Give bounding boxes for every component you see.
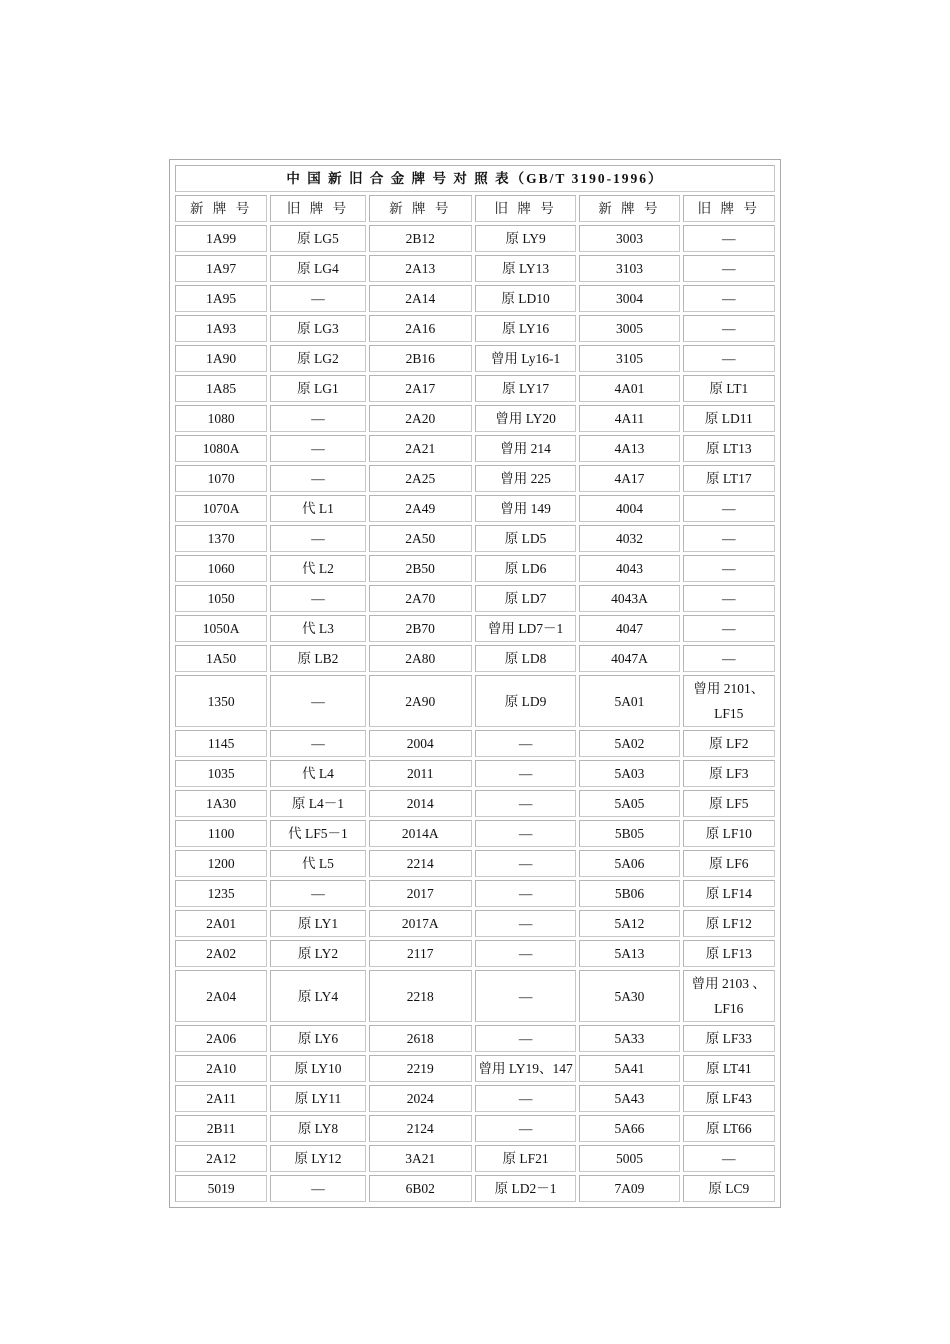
table-cell: — xyxy=(475,730,576,757)
table-row xyxy=(175,820,775,847)
table-cell: 原 LY9 xyxy=(475,225,576,252)
table-cell: 4043 xyxy=(579,555,679,582)
table-cell: 曾用 2101、LF15 xyxy=(683,675,775,727)
table-cell: — xyxy=(475,1085,576,1112)
table-cell: 曾用 LY20 xyxy=(475,405,576,432)
table-cell: 1080A xyxy=(175,435,267,462)
table-cell: 曾用 214 xyxy=(475,435,576,462)
table-row xyxy=(175,1145,775,1172)
table-cell: 2B11 xyxy=(175,1115,267,1142)
table-cell: 4A13 xyxy=(579,435,679,462)
table-cell: 4A01 xyxy=(579,375,679,402)
table-cell: 1A30 xyxy=(175,790,267,817)
table-row xyxy=(175,910,775,937)
table-row xyxy=(175,1175,775,1202)
table-cell: 2017 xyxy=(369,880,472,907)
table-cell: 2117 xyxy=(369,940,472,967)
table-cell: 曾用 Ly16-1 xyxy=(475,345,576,372)
table-cell: 4004 xyxy=(579,495,679,522)
table-cell: 1145 xyxy=(175,730,267,757)
table-cell: 2214 xyxy=(369,850,472,877)
table-cell: — xyxy=(475,970,576,1022)
table-cell: 原 LF33 xyxy=(683,1025,775,1052)
table-cell: 3004 xyxy=(579,285,679,312)
alloy-comparison-table xyxy=(172,162,778,1205)
table-cell: 原 LY13 xyxy=(475,255,576,282)
table-cell: 2A02 xyxy=(175,940,267,967)
table-cell: 原 LF5 xyxy=(683,790,775,817)
table-cell: 原 LT41 xyxy=(683,1055,775,1082)
table-cell: 1A97 xyxy=(175,255,267,282)
table-cell: — xyxy=(270,675,365,727)
table-row xyxy=(175,555,775,582)
table-cell: — xyxy=(683,225,775,252)
table-cell: — xyxy=(270,585,365,612)
table-cell: 2B12 xyxy=(369,225,472,252)
table-cell: 5A43 xyxy=(579,1085,679,1112)
header-cell: 新 牌 号 xyxy=(369,195,472,222)
table-cell: 原 LG1 xyxy=(270,375,365,402)
table-cell: 原 LD11 xyxy=(683,405,775,432)
table-cell: 代 LF5－1 xyxy=(270,820,365,847)
table-cell: 原 LF12 xyxy=(683,910,775,937)
table-cell: — xyxy=(475,1025,576,1052)
table-cell: 4043A xyxy=(579,585,679,612)
table-cell: 原 L4－1 xyxy=(270,790,365,817)
table-cell: 2A13 xyxy=(369,255,472,282)
table-title: 中 国 新 旧 合 金 牌 号 对 照 表（GB/T 3190-1996） xyxy=(175,165,775,192)
table-cell: 1370 xyxy=(175,525,267,552)
table-cell: 2124 xyxy=(369,1115,472,1142)
table-cell: — xyxy=(683,315,775,342)
table-cell: 5A02 xyxy=(579,730,679,757)
table-cell: 1235 xyxy=(175,880,267,907)
table-cell: 1035 xyxy=(175,760,267,787)
table-cell: 1080 xyxy=(175,405,267,432)
table-cell: 原 LG4 xyxy=(270,255,365,282)
table-row xyxy=(175,730,775,757)
table-cell: 4047 xyxy=(579,615,679,642)
table-cell: — xyxy=(270,405,365,432)
table-cell: 2024 xyxy=(369,1085,472,1112)
table-cell: 原 LD10 xyxy=(475,285,576,312)
table-row xyxy=(175,850,775,877)
table-cell: 1100 xyxy=(175,820,267,847)
table-cell: — xyxy=(270,1175,365,1202)
table-cell: 5A01 xyxy=(579,675,679,727)
table-cell: 曾用 LD7－1 xyxy=(475,615,576,642)
table-cell: 2618 xyxy=(369,1025,472,1052)
table-cell: 4047A xyxy=(579,645,679,672)
table-cell: 5A30 xyxy=(579,970,679,1022)
table-cell: 5A12 xyxy=(579,910,679,937)
table-cell: 原 LD7 xyxy=(475,585,576,612)
table-cell: 原 LY17 xyxy=(475,375,576,402)
table-cell: — xyxy=(475,910,576,937)
table-cell: 代 L3 xyxy=(270,615,365,642)
table-cell: 原 LY16 xyxy=(475,315,576,342)
table-cell: 2A14 xyxy=(369,285,472,312)
table-cell: — xyxy=(683,525,775,552)
table-cell: — xyxy=(475,850,576,877)
table-cell: 4032 xyxy=(579,525,679,552)
table-cell: 原 LF43 xyxy=(683,1085,775,1112)
table-cell: 原 LD2－1 xyxy=(475,1175,576,1202)
table-cell: 原 LY12 xyxy=(270,1145,365,1172)
table-cell: 曾用 149 xyxy=(475,495,576,522)
table-cell: 3A21 xyxy=(369,1145,472,1172)
table-row xyxy=(175,760,775,787)
table-cell: 2017A xyxy=(369,910,472,937)
table-row xyxy=(175,940,775,967)
table-cell: 2A17 xyxy=(369,375,472,402)
table-cell: — xyxy=(270,525,365,552)
table-row xyxy=(175,645,775,672)
table-cell: 原 LG2 xyxy=(270,345,365,372)
table-cell: — xyxy=(683,555,775,582)
table-row xyxy=(175,375,775,402)
table-cell: 5A66 xyxy=(579,1115,679,1142)
table-cell: 2B16 xyxy=(369,345,472,372)
table-cell: 曾用 225 xyxy=(475,465,576,492)
table-cell: 3005 xyxy=(579,315,679,342)
table-cell: 原 LB2 xyxy=(270,645,365,672)
table-cell: — xyxy=(270,435,365,462)
table-cell: 5A03 xyxy=(579,760,679,787)
table-row xyxy=(175,1055,775,1082)
table-cell: — xyxy=(683,645,775,672)
table-cell: 代 L1 xyxy=(270,495,365,522)
table-cell: 2A90 xyxy=(369,675,472,727)
table-cell: 7A09 xyxy=(579,1175,679,1202)
table-cell: 4A17 xyxy=(579,465,679,492)
table-cell: 5A41 xyxy=(579,1055,679,1082)
header-row xyxy=(175,195,775,222)
table-cell: 2A12 xyxy=(175,1145,267,1172)
table-cell: — xyxy=(683,585,775,612)
table-cell: 5019 xyxy=(175,1175,267,1202)
table-cell: — xyxy=(683,255,775,282)
table-cell: 1350 xyxy=(175,675,267,727)
table-cell: 5A06 xyxy=(579,850,679,877)
table-row xyxy=(175,255,775,282)
table-cell: 原 LT66 xyxy=(683,1115,775,1142)
table-cell: 4A11 xyxy=(579,405,679,432)
table-row xyxy=(175,285,775,312)
table-cell: 曾用 2103 、LF16 xyxy=(683,970,775,1022)
alloy-table-frame xyxy=(169,159,781,1208)
table-cell: — xyxy=(683,615,775,642)
table-cell: 1A95 xyxy=(175,285,267,312)
table-cell: 5B06 xyxy=(579,880,679,907)
table-cell: 2014A xyxy=(369,820,472,847)
table-row xyxy=(175,495,775,522)
table-cell: 1070A xyxy=(175,495,267,522)
table-cell: 5A33 xyxy=(579,1025,679,1052)
table-row xyxy=(175,315,775,342)
table-cell: 3103 xyxy=(579,255,679,282)
table-cell: 2014 xyxy=(369,790,472,817)
header-cell: 旧 牌 号 xyxy=(475,195,576,222)
table-cell: 2A49 xyxy=(369,495,472,522)
table-cell: 1A93 xyxy=(175,315,267,342)
table-cell: 2218 xyxy=(369,970,472,1022)
table-cell: 2A25 xyxy=(369,465,472,492)
table-cell: 2A01 xyxy=(175,910,267,937)
header-cell: 旧 牌 号 xyxy=(270,195,365,222)
table-cell: — xyxy=(475,880,576,907)
table-cell: 2B50 xyxy=(369,555,472,582)
table-cell: 原 LG5 xyxy=(270,225,365,252)
table-row xyxy=(175,970,775,1022)
table-cell: 原 LF2 xyxy=(683,730,775,757)
table-cell: 5005 xyxy=(579,1145,679,1172)
table-cell: 原 LY2 xyxy=(270,940,365,967)
table-row xyxy=(175,790,775,817)
table-cell: 2B70 xyxy=(369,615,472,642)
table-cell: 5B05 xyxy=(579,820,679,847)
table-cell: 原 LD5 xyxy=(475,525,576,552)
table-cell: 2A70 xyxy=(369,585,472,612)
table-cell: 2011 xyxy=(369,760,472,787)
table-row xyxy=(175,585,775,612)
table-cell: — xyxy=(683,285,775,312)
table-row xyxy=(175,880,775,907)
table-cell: 原 LD9 xyxy=(475,675,576,727)
table-cell: 6B02 xyxy=(369,1175,472,1202)
table-cell: — xyxy=(475,1115,576,1142)
table-row xyxy=(175,615,775,642)
table-cell: 原 LF10 xyxy=(683,820,775,847)
title-row xyxy=(175,165,775,192)
table-cell: 1A90 xyxy=(175,345,267,372)
table-cell: 原 LF21 xyxy=(475,1145,576,1172)
table-cell: 原 LY11 xyxy=(270,1085,365,1112)
table-cell: 原 LY8 xyxy=(270,1115,365,1142)
header-cell: 旧 牌 号 xyxy=(683,195,775,222)
table-cell: 原 LY10 xyxy=(270,1055,365,1082)
table-row xyxy=(175,465,775,492)
table-cell: 原 LY6 xyxy=(270,1025,365,1052)
table-cell: 2A80 xyxy=(369,645,472,672)
table-cell: 2004 xyxy=(369,730,472,757)
table-cell: 2A16 xyxy=(369,315,472,342)
table-row xyxy=(175,1115,775,1142)
table-cell: — xyxy=(475,760,576,787)
table-cell: 原 LG3 xyxy=(270,315,365,342)
table-cell: 5A05 xyxy=(579,790,679,817)
table-cell: 2A50 xyxy=(369,525,472,552)
table-cell: 2A06 xyxy=(175,1025,267,1052)
table-cell: — xyxy=(475,940,576,967)
table-cell: 原 LT17 xyxy=(683,465,775,492)
table-row xyxy=(175,1085,775,1112)
header-cell: 新 牌 号 xyxy=(579,195,679,222)
table-cell: 2A04 xyxy=(175,970,267,1022)
table-cell: 原 LC9 xyxy=(683,1175,775,1202)
table-cell: 1A85 xyxy=(175,375,267,402)
table-row xyxy=(175,525,775,552)
table-cell: — xyxy=(270,730,365,757)
table-cell: 3003 xyxy=(579,225,679,252)
table-cell: 3105 xyxy=(579,345,679,372)
table-cell: — xyxy=(475,790,576,817)
table-cell: — xyxy=(683,495,775,522)
table-row xyxy=(175,435,775,462)
table-cell: — xyxy=(270,880,365,907)
table-cell: 1200 xyxy=(175,850,267,877)
table-cell: 代 L5 xyxy=(270,850,365,877)
table-cell: — xyxy=(270,285,365,312)
table-cell: — xyxy=(683,345,775,372)
table-cell: 原 LF13 xyxy=(683,940,775,967)
table-cell: 原 LF3 xyxy=(683,760,775,787)
table-cell: 5A13 xyxy=(579,940,679,967)
header-cell: 新 牌 号 xyxy=(175,195,267,222)
table-cell: 2219 xyxy=(369,1055,472,1082)
table-cell: 原 LY1 xyxy=(270,910,365,937)
table-cell: 原 LY4 xyxy=(270,970,365,1022)
table-cell: 原 LD8 xyxy=(475,645,576,672)
table-cell: 1A50 xyxy=(175,645,267,672)
table-cell: 1070 xyxy=(175,465,267,492)
table-cell: — xyxy=(270,465,365,492)
table-cell: 曾用 LY19、147 xyxy=(475,1055,576,1082)
table-row xyxy=(175,1025,775,1052)
table-cell: — xyxy=(475,820,576,847)
table-row xyxy=(175,675,775,727)
table-row xyxy=(175,345,775,372)
table-cell: 原 LT1 xyxy=(683,375,775,402)
table-cell: 原 LT13 xyxy=(683,435,775,462)
table-row xyxy=(175,405,775,432)
table-cell: 代 L4 xyxy=(270,760,365,787)
table-cell: 2A11 xyxy=(175,1085,267,1112)
table-cell: 1050A xyxy=(175,615,267,642)
table-cell: 原 LF14 xyxy=(683,880,775,907)
table-cell: 1A99 xyxy=(175,225,267,252)
table-cell: 原 LF6 xyxy=(683,850,775,877)
table-cell: 原 LD6 xyxy=(475,555,576,582)
table-cell: 代 L2 xyxy=(270,555,365,582)
table-cell: 2A10 xyxy=(175,1055,267,1082)
table-cell: 1050 xyxy=(175,585,267,612)
table-cell: — xyxy=(683,1145,775,1172)
table-row xyxy=(175,225,775,252)
table-cell: 2A21 xyxy=(369,435,472,462)
table-cell: 2A20 xyxy=(369,405,472,432)
table-cell: 1060 xyxy=(175,555,267,582)
